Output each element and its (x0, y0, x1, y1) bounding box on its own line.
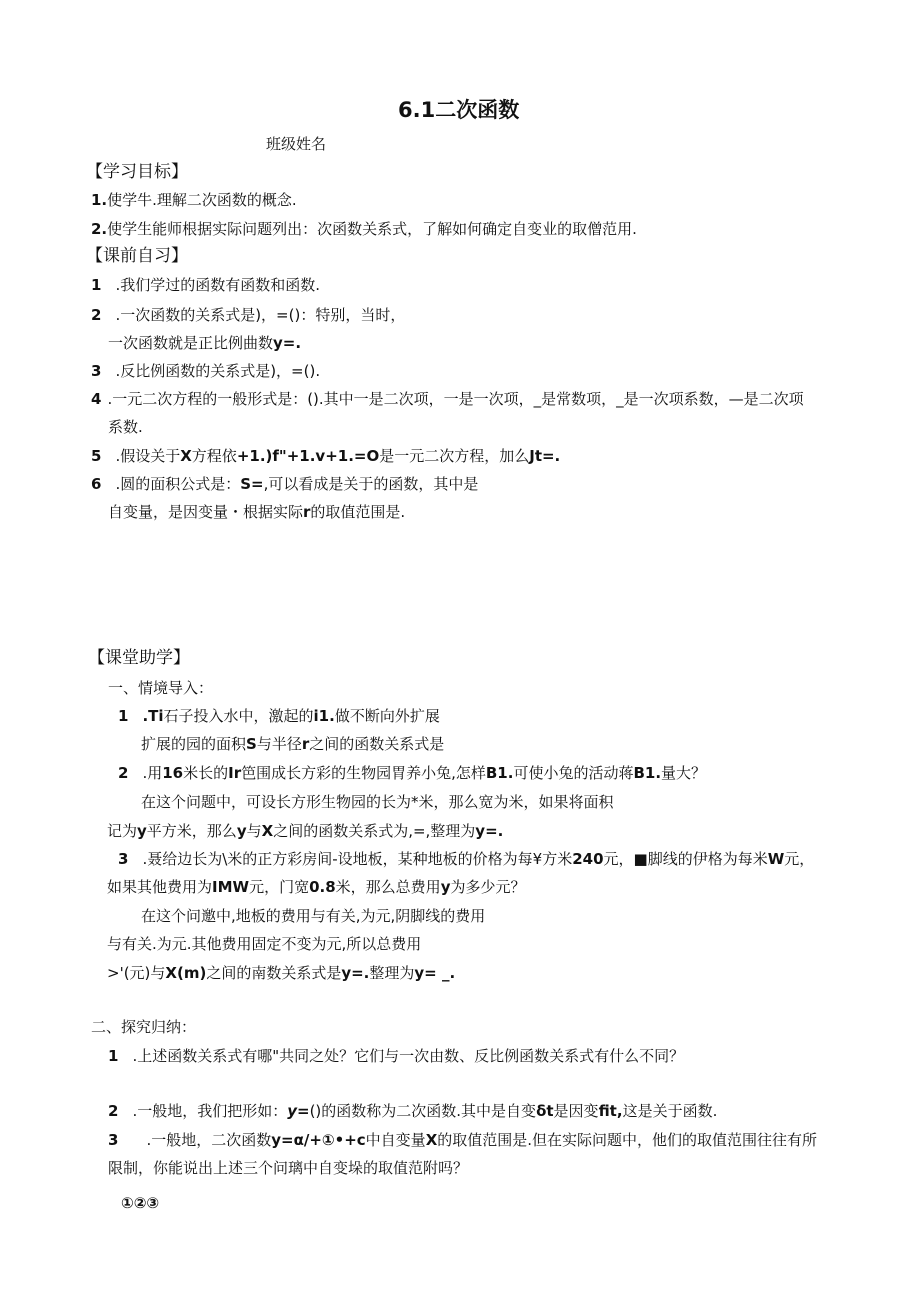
intro-p3-s7: 元， (784, 850, 815, 868)
intro-p2-line3 (107, 821, 503, 841)
preview-heading: 【课前自习】 (86, 246, 188, 266)
explore-e1 (108, 1046, 684, 1066)
explore-e3-s3: 中自变量 (365, 1131, 426, 1149)
preview-q1 (91, 275, 320, 295)
preview-q2-text-b: 一次函数就是正比例曲数 (108, 334, 274, 352)
explore-e2-s6: fit, (598, 1102, 623, 1120)
intro-p3-l2d: 0.8 (309, 878, 336, 896)
goal-item-1 (91, 190, 297, 210)
intro-p2-number: 2 (118, 764, 129, 782)
intro-p2-s6: B1. (485, 764, 514, 782)
intro-p3-line2 (107, 877, 525, 897)
explore-e2-s7: 这是关于函数. (622, 1102, 718, 1120)
preview-q3 (91, 361, 320, 381)
preview-q6-s5: r (303, 503, 311, 521)
intro-p3-l2e: 米，那么总费用 (335, 878, 441, 896)
preview-q4-line1 (91, 389, 804, 409)
preview-q5-s6: Jt=. (529, 447, 561, 465)
intro-p2-s2: 16 (162, 764, 184, 782)
preview-q6-s3: ,可以看成是关于的函数，其中是 (263, 475, 479, 493)
intro-p1-s5: 扩展的园的面积 (141, 735, 247, 753)
preview-q5-s2: X (180, 447, 192, 465)
intro-p3-s4: ■ (633, 850, 648, 868)
preview-q6-number: 6 (91, 475, 102, 493)
goal-item-2-text: 使学生能师根据实际问题列出：次函数关系式，了解如何确定自变业的取僧范用. (107, 220, 637, 238)
intro-p1-s7: 与半径 (256, 735, 302, 753)
explore-e1-number: 1 (108, 1047, 119, 1065)
explore-e2-s2: y= (287, 1102, 310, 1120)
explore-e2-number: 2 (108, 1102, 119, 1120)
explore-e3-s5: 的取值范围是.但在实际问题中，他们的取值范围往往有所 (437, 1131, 818, 1149)
intro-p2-s4: Ir (228, 764, 242, 782)
intro-p2-line1 (118, 763, 706, 783)
intro-p3-s6: W (767, 850, 785, 868)
intro-p2-l3g: 之间的函数关系式为,=,整理为 (273, 822, 476, 840)
class-name-line: 班级姓名 (266, 135, 327, 153)
intro-p3-l5d: y=. (341, 964, 370, 982)
explore-e1-text: .上述函数关系式有哪"共同之处？它们与一次由数、反比例函数关系式有什么不同？ (132, 1047, 685, 1065)
intro-p3-number: 3 (118, 850, 129, 868)
explore-e2-s4: δt (536, 1102, 554, 1120)
intro-p3-l2b: IMW (212, 878, 250, 896)
intro-p3-l5a: >'(元)与 (107, 964, 166, 982)
preview-q6-s4: 自变量，是因变量・根据实际 (108, 503, 304, 521)
intro-p1-line1 (118, 706, 440, 726)
intro-p2-line2: 在这个问题中，可设长方形生物园的长为*米，那么宽为米，如果将面积 (141, 793, 614, 811)
preview-q5-s5: 是一元二次方程，加么 (379, 447, 530, 465)
intro-p2-l3f: X (261, 822, 274, 840)
intro-p3-line5 (107, 963, 455, 983)
intro-p3-line3: 在这个问邀中,地板的费用与有关,为元,阴脚线的费用 (141, 907, 486, 925)
preview-q6-s6: 的取值范围是. (310, 503, 406, 521)
intro-p2-s1: .用 (142, 764, 163, 782)
intro-p3-l2c: 元，门宽 (249, 878, 310, 896)
preview-q5-s3: 方程依 (191, 447, 237, 465)
intro-p2-s7: 可使小兔的活动蒋 (513, 764, 634, 782)
goals-heading: 【学习目标】 (86, 162, 188, 182)
intro-p3-s3: 元， (603, 850, 634, 868)
explore-e3-s1: .一般地，二次函数 (146, 1131, 272, 1149)
goal-item-1-text: 使学牛.理解二次函数的概念. (107, 191, 297, 209)
preview-q6-line1 (91, 474, 478, 494)
intro-p3-l2f: y (440, 878, 451, 896)
preview-q2-line1 (91, 305, 405, 325)
preview-q4-text-a: .一元二次方程的一般形式是：().其中一是二次项，一是一次项，_是常数项，_是一次项系数，—是二次项 (107, 390, 804, 408)
preview-q1-text: .我们学过的函数有函数和函数. (115, 276, 320, 294)
intro-p2-l3c: 平方米，那么 (146, 822, 237, 840)
page-title: 6.1二次函数 (398, 98, 520, 122)
preview-q3-text: .反比例函数的关系式是)，=(). (115, 362, 321, 380)
intro-p1-s1: .Ti (142, 707, 164, 725)
intro-p2-l3e: 与 (246, 822, 262, 840)
intro-p1-s2: 石子投入水中，激起的 (163, 707, 314, 725)
explore-e3-s2: y=α/+①•+c (271, 1131, 366, 1149)
preview-q1-number: 1 (91, 276, 102, 294)
intro-p2-l3h: y=. (475, 822, 504, 840)
part1-title: 一、情境导入： (108, 679, 214, 697)
intro-p2-s9: 量大？ (661, 764, 707, 782)
preview-q2-line2 (108, 333, 301, 353)
explore-e2-s5: 是因变 (553, 1102, 599, 1120)
explore-e3-line2: 限制，你能说出上述三个问璃中自变垛的取值范附吗？ (108, 1159, 469, 1177)
preview-q2-number: 2 (91, 306, 102, 324)
goal-item-2-number: 2. (91, 220, 108, 238)
intro-p3-s2: 240 (572, 850, 604, 868)
intro-p2-s8: B1. (633, 764, 662, 782)
explore-e2-s1: .一般地，我们把形如： (132, 1102, 288, 1120)
preview-q2-text-c: y=. (273, 334, 302, 352)
intro-p3-s1: .聂给边长为\米的正方彩房间-设地板，某种地板的价格为每¥方米 (142, 850, 573, 868)
intro-p2-l3b: y (137, 822, 147, 840)
intro-p2-l3d: y (236, 822, 247, 840)
preview-q6-s1: .圆的面积公式是： (115, 475, 241, 493)
classroom-heading: 【课堂助学】 (88, 648, 190, 668)
preview-q4-number: 4 (91, 390, 102, 408)
preview-q5-s4: +1.)f"+1.v+1.=O (236, 447, 380, 465)
intro-p3-line4: 与有关.为元.其他费用固定不变为元,所以总费用 (107, 935, 422, 953)
intro-p3-line1 (118, 849, 814, 869)
intro-p3-l2g: 为多少元？ (450, 878, 526, 896)
intro-p1-number: 1 (118, 707, 129, 725)
intro-p1-s8: r (301, 735, 310, 753)
intro-p1-line2 (141, 734, 444, 754)
preview-q5-number: 5 (91, 447, 102, 465)
preview-q4-line2: 系数. (108, 418, 143, 436)
preview-q2-text-a: .一次函数的关系式是)，=()：特别，当时， (115, 306, 406, 324)
preview-q6-s2: S= (240, 475, 264, 493)
intro-p1-s6: S (246, 735, 257, 753)
intro-p2-l3a: 记为 (107, 822, 138, 840)
intro-p3-s5: 脚线的伊格为每米 (647, 850, 768, 868)
intro-p3-l2a: 如果其他费用为 (107, 878, 213, 896)
preview-q5-s1: .假设关于 (115, 447, 181, 465)
intro-p1-s3: i1. (313, 707, 335, 725)
goal-item-1-number: 1. (91, 191, 108, 209)
preview-q6-line2 (108, 502, 405, 522)
intro-p1-s4: 做不断向外扩展 (334, 707, 440, 725)
intro-p2-s5: 笆围成长方彩的生物园胃养小兔,怎样 (241, 764, 486, 782)
explore-e3-number: 3 (108, 1131, 119, 1149)
goal-item-2 (91, 219, 637, 239)
intro-p1-s9: 之间的函数关系式是 (309, 735, 445, 753)
intro-p3-l5f: y= _. (414, 964, 456, 982)
preview-q3-number: 3 (91, 362, 102, 380)
explore-e3-line1 (108, 1130, 817, 1150)
explore-e3-s4: X (425, 1131, 438, 1149)
circled-numbers: ①②③ (121, 1194, 160, 1212)
intro-p3-l5e: 整理为 (369, 964, 415, 982)
intro-p3-l5c: 之间的南数关系式是 (206, 964, 342, 982)
part2-title: 二、探究归纳： (91, 1018, 197, 1036)
explore-e2 (108, 1101, 717, 1121)
intro-p2-s3: 米长的 (183, 764, 229, 782)
preview-q5 (91, 446, 560, 466)
explore-e2-s3: ()的函数称为二次函数.其中是自变 (309, 1102, 537, 1120)
intro-p3-l5b: X(m) (165, 964, 207, 982)
